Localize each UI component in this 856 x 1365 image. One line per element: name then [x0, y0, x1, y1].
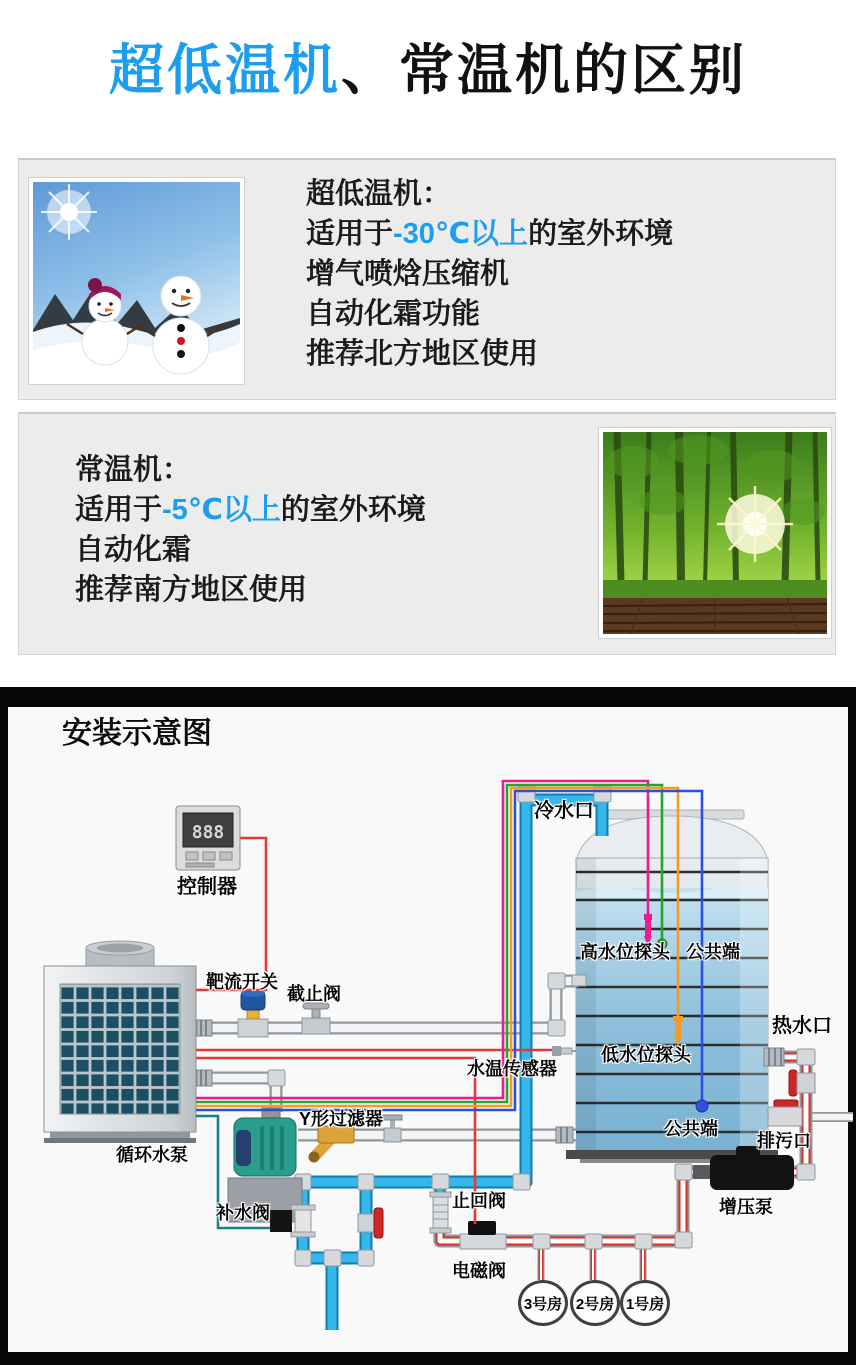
- installation-diagram: [0, 687, 856, 1365]
- label-y-filter: Y形过滤器: [299, 1109, 384, 1129]
- card2-temp-highlight: -5℃以上: [162, 494, 281, 526]
- page-title: [0, 30, 856, 110]
- card1-temp-highlight: -30℃以上: [393, 218, 529, 250]
- installation-title: 安装示意图: [62, 717, 212, 750]
- cold-water-pipes: [303, 800, 602, 1330]
- card1-usage-line: 适用于-30℃以上的室外环境: [306, 218, 674, 250]
- label-solenoid-valve: 电磁阀: [452, 1261, 506, 1281]
- label-flow-switch: 靶流开关: [206, 972, 278, 992]
- return-line-valve: [383, 1115, 402, 1142]
- card-normal-temp: [18, 412, 836, 655]
- forest-art: [603, 432, 827, 634]
- card1-feature-1: 增气喷焓压缩机: [306, 258, 510, 290]
- water-tank: [566, 810, 778, 1163]
- card2-feature-2: 推荐南方地区使用: [75, 574, 308, 606]
- label-drain: 排污口: [757, 1131, 811, 1151]
- label-check-valve: 止回阀: [452, 1191, 506, 1211]
- sun-icon: [41, 184, 97, 240]
- room-1-circle: 1号房: [620, 1280, 670, 1326]
- card1-feature-3: 推荐北方地区使用: [306, 338, 539, 370]
- card2-feature-1: 自动化霜: [75, 534, 192, 566]
- card2-usage-line: 适用于-5℃以上的室外环境: [75, 494, 426, 526]
- temp-sensor-device: [552, 1046, 577, 1056]
- card-ultra-low-temp: [18, 158, 836, 400]
- room-3-circle: 3号房: [518, 1280, 568, 1326]
- label-common-top: 公共端: [686, 942, 740, 962]
- controller-display: 888: [191, 822, 225, 843]
- normal-temp-text: [75, 450, 426, 610]
- snowman-winter-image: [29, 178, 244, 384]
- check-valve-device: [430, 1192, 451, 1233]
- label-controller: 控制器: [177, 876, 237, 898]
- forest-image: [599, 428, 831, 638]
- label-stop-valve: 截止阀: [287, 984, 341, 1004]
- solenoid-valve-device: [460, 1221, 506, 1249]
- card1-feature-2: 自动化霜功能: [306, 298, 481, 330]
- hot-line-valve: [789, 1070, 815, 1096]
- label-temp-sensor: 水温传感器: [467, 1059, 557, 1079]
- card2-heading: 常温机：: [75, 454, 192, 486]
- label-fill-valve: 补水阀: [216, 1203, 270, 1223]
- label-booster-pump: 增压泵: [719, 1197, 773, 1217]
- label-high-probe: 高水位探头: [580, 942, 670, 962]
- tank-top-inlet-nipple: [572, 975, 586, 986]
- room-2-circle: 2号房: [570, 1280, 620, 1326]
- stop-valve-device: [302, 1003, 330, 1034]
- ultra-low-temp-text: [306, 174, 673, 374]
- page-title-rest: 、常温机的区别: [341, 39, 748, 101]
- controller-device: [176, 806, 240, 870]
- page-title-highlight: 超低温机: [108, 39, 341, 101]
- snowman-art: [33, 182, 240, 380]
- label-circ-pump: 循环水泵: [116, 1145, 188, 1165]
- pipe-room-stubs: [541, 1248, 643, 1280]
- drain-valve-device: [768, 1100, 802, 1126]
- label-common-bottom: 公共端: [664, 1119, 718, 1139]
- label-cold-inlet: 冷水口: [534, 800, 594, 822]
- flow-switch-device: [238, 989, 268, 1037]
- heat-pump-unit: [44, 941, 196, 1143]
- label-low-probe: 低水位探头: [601, 1045, 691, 1065]
- card1-heading: 超低温机：: [306, 178, 452, 210]
- label-hot-outlet: 热水口: [772, 1015, 832, 1037]
